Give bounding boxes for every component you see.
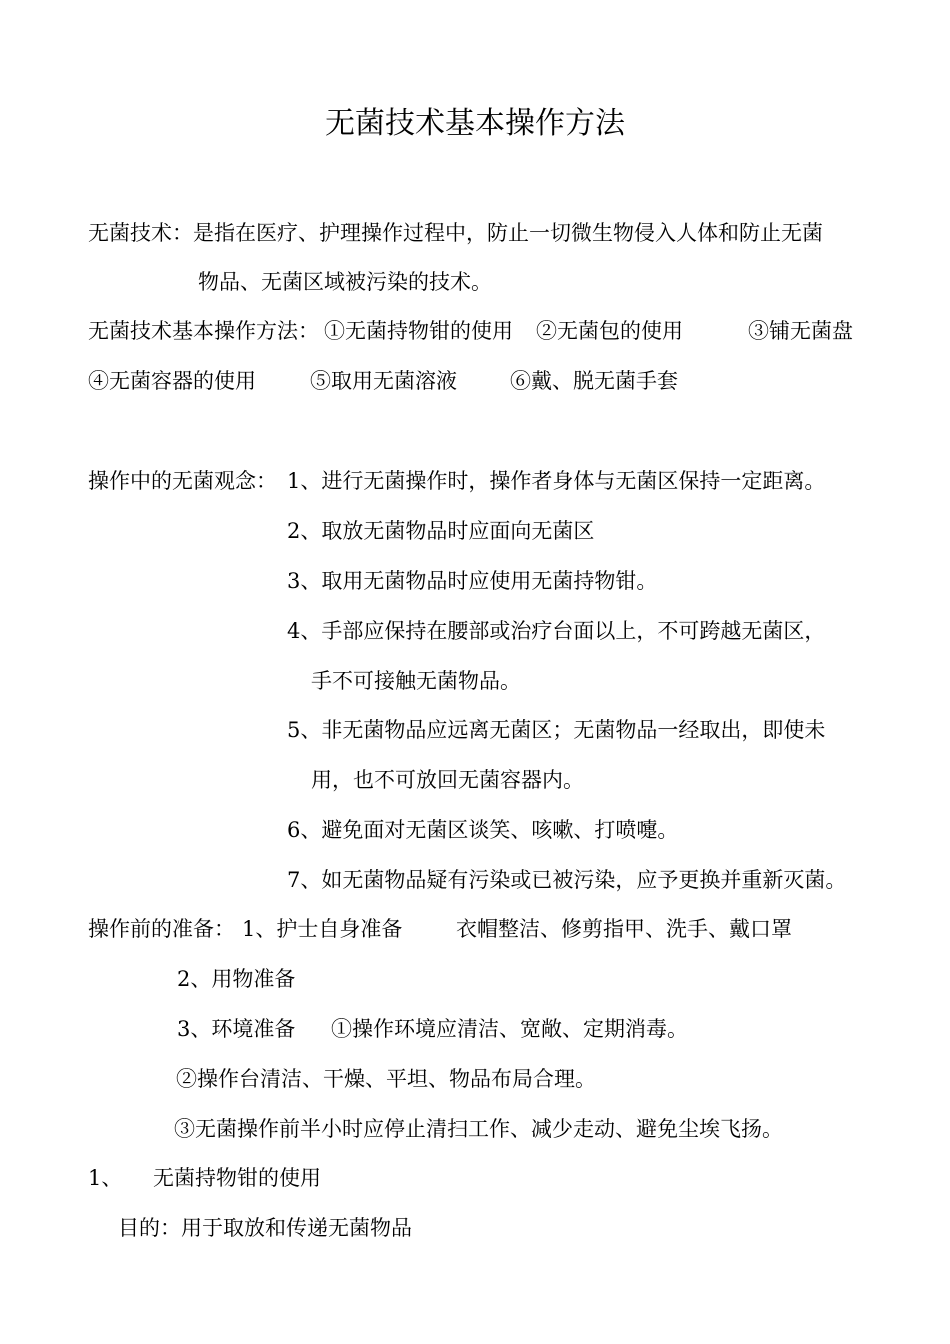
concept-item-4-cont: 手不可接触无菌物品。 <box>311 669 521 693</box>
section-1-number: 1、 <box>88 1166 123 1190</box>
section-1-heading-line <box>88 1164 348 1192</box>
definition-line-1: 无菌技术：是指在医疗、护理操作过程中，防止一切微生物侵入人体和防止无菌 <box>88 221 823 245</box>
environment-item-1: ①操作环境应清洁、宽敞、定期消毒。 <box>331 1017 688 1041</box>
methods-line-2 <box>88 367 708 395</box>
concepts-line-1 <box>88 467 868 495</box>
methods-line-1 <box>88 317 868 345</box>
concept-item-2: 2、取放无菌物品时应面向无菌区 <box>287 519 595 543</box>
concept-item-4: 4、手部应保持在腰部或治疗台面以上，不可跨越无菌区， <box>287 619 826 643</box>
preparation-line-1 <box>88 915 828 943</box>
preparation-line-3 <box>177 1015 717 1043</box>
method-item-3: ③铺无菌盘 <box>748 319 853 343</box>
concept-item-5-cont: 用，也不可放回无菌容器内。 <box>311 768 584 792</box>
environment-item-3: ③无菌操作前半小时应停止清扫工作、减少走动、避免尘埃飞扬。 <box>174 1117 783 1141</box>
preparation-item-1: 1、护士自身准备 <box>242 917 403 941</box>
methods-label: 无菌技术基本操作方法： <box>88 319 319 343</box>
concept-item-7: 7、如无菌物品疑有污染或已被污染，应予更换并重新灭菌。 <box>287 868 847 892</box>
concept-item-1: 1、进行无菌操作时，操作者身体与无菌区保持一定距离。 <box>287 469 826 493</box>
concept-item-5: 5、非无菌物品应远离无菌区；无菌物品一经取出，即使未 <box>287 718 826 742</box>
method-item-5: ⑤取用无菌溶液 <box>310 369 457 393</box>
section-1-purpose: 目的：用于取放和传递无菌物品 <box>118 1216 412 1240</box>
concept-item-3: 3、取用无菌物品时应使用无菌持物钳。 <box>287 569 658 593</box>
preparation-item-1-detail: 衣帽整洁、修剪指甲、洗手、戴口罩 <box>456 917 792 941</box>
concept-item-6: 6、避免面对无菌区谈笑、咳嗽、打喷嚏。 <box>287 818 679 842</box>
section-1-heading: 无菌持物钳的使用 <box>153 1166 321 1190</box>
page-title: 无菌技术基本操作方法 <box>325 106 625 141</box>
concepts-label: 操作中的无菌观念： <box>88 469 277 493</box>
method-item-1: ①无菌持物钳的使用 <box>324 319 513 343</box>
method-item-4: ④无菌容器的使用 <box>88 369 256 393</box>
method-item-6: ⑥戴、脱无菌手套 <box>510 369 678 393</box>
definition-line-2: 物品、无菌区域被污染的技术。 <box>198 270 492 294</box>
preparation-label: 操作前的准备： <box>88 917 235 941</box>
environment-item-2: ②操作台清洁、干燥、平坦、物品布局合理。 <box>176 1067 596 1091</box>
preparation-item-3: 3、环境准备 <box>177 1017 296 1041</box>
preparation-item-2: 2、用物准备 <box>177 967 296 991</box>
method-item-2: ②无菌包的使用 <box>536 319 683 343</box>
